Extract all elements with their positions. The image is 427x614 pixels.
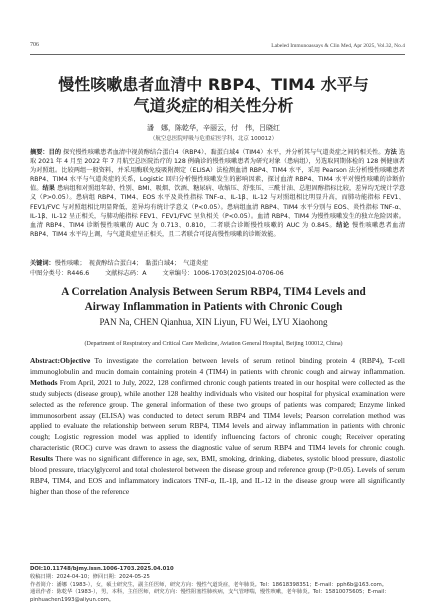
english-authors: PAN Na, CHEN Qianhua, XIN Liyun, FU Wei, LYU Xiaohong [99,317,328,327]
keywords-label: 关键词： [30,260,55,267]
objective-label-en: Objective [59,356,91,365]
methods-label: 方法 [384,149,397,156]
methods-text-en: From April, 2021 to July, 2022, 128 confirmed chronic cough patients treated in our hospital were collected as the study subjects (disease group), while another 128 healthy individuals who visited our hospital for physical examination were selected as the reference group. The general information of these two groups of patients was compared; Enzyme linked immunosorbent assay (ELISA) was conducted to detect serum RBP4 and TIM4 levels; Pearson correlation method was applied to evaluate the relationship between serum RBP4, TIM4 levels and airway inflammation in patients with chronic cough; Logistic regression model was applied to identify influencing factors of chronic cough; Receiver operating characteristic (ROC) curve was drawn to assess the diagnostic value of serum RBP4 and TIM4 levels for chronic cough. [30,377,405,453]
chinese-keywords [30,258,405,267]
methods-label-en: Methods [30,377,58,387]
results-label-en: Results [30,454,53,464]
results-text-en: There was no significant difference in age, sex, BMI, smoking, drinking, diabetes, systolic blood pressure, diastolic blood pressure, triacylglycerol and total cholesterol between the disease group and reference group (P>0.05). Levels of serum RBP4, TIM4, and EOS and inflammatory indicators TNF-α, IL-1β, and IL-12 in the disease group were all significantly higher than those of the reference [30,454,405,496]
english-title-line-2: Airway Inflammation in Patients with Chronic Cough [84,301,343,313]
page-number: 706 [30,42,39,48]
objective-text-en: To investigate the correlation between levels of serum retinol binding protein 4 (RBP4), T-cell immunoglobulin and mucin domain containing protein 4 (TIM4) in patients with chronic cough and airway inflammation. [30,356,405,376]
chinese-abstract [30,148,405,239]
chinese-title-line-1: 慢性咳嗽患者血清中 RBP4、TIM4 水平与 [58,75,369,94]
chinese-authors: 潘 娜，陈乾华，辛丽云，付 伟，吕晓红 [147,124,280,132]
keywords-text: 慢性咳嗽； 视黄醇结合蛋白4； 黏蛋白域4； 气道炎症 [54,260,209,267]
footnote-divider [30,563,150,564]
conclusion-text: 慢性咳嗽患者血清 RBP4、TIM4 水平均上调，与气道炎症呈正相关，且二者联合可提高慢性咳嗽的诊断效能。 [30,221,406,238]
chinese-title-line-2: 气道炎症的相关性分析 [133,96,294,115]
classification-line [30,268,405,277]
results-label: 结果 [42,185,55,193]
objective-text: 探究慢性咳嗽患者血清中视黄醇结合蛋白4（RBP4）、黏蛋白域4（TIM4）水平，并分析其与气道炎症之间的相关性。 [63,149,385,156]
english-title-line-1: A Correlation Analysis Between Serum RBP4, TIM4 Levels and [61,286,366,298]
abstract-label-en: Abstract: [30,356,60,365]
footnotes [30,566,405,605]
corresponding-author: 通讯作者：陈乾华（1983-），男，本科，主任医师，研究方向：慢性阻塞性肺疾病，支气管哮喘，慢性咳嗽，老年肺炎。Tel：15810075605；E-mail：pinhuachen1993@aliyun.com。 [30,589,390,604]
chinese-affiliation: （航空总医院呼吸与危重症医学科，北京 100012） [149,136,278,142]
journal-info: Labeled Immunoassays & Clin Med, Apr 2025, Vol.32, No.4 [271,43,405,49]
english-abstract [30,356,405,498]
conclusion-label: 结论 [336,221,350,229]
methods-text: 选取 2021 年 4 月至 2022 年 7 月航空总医院治疗的 128 例确诊的慢性咳嗽患者为研究对象（患病组），另选取同期体检的 128 例健康者为对照组。比较两组一般资料，并采用酶联免疫吸附测定（ELISA）法检测血清 RBP4、TIM4 水平，采用 Pearson 法分析慢性咳嗽患者 RBP4、TIM4 水平与气道炎症的关系，Logistic 回归分析慢性咳嗽发生的影响因素，探讨血清 RBP4、TIM4 水平对慢性咳嗽的诊断价值。 [30,149,406,193]
document-code: 文献标志码：A [105,270,147,277]
clc-number: 中图分类号：R446.6 [30,270,90,277]
objective-label: 目的 [48,149,62,156]
received-dates: 收稿日期：2024-04-10；修回日期：2024-05-25 [30,573,150,580]
article-number: 文章编号：1006-1703(2025)04-0706-06 [162,270,284,277]
english-affiliation: (Department of Respiratory and Critical Care Medicine, Aviation General Hospital, Beijing 100012, China) [84,341,343,347]
doi: DOI:10.11748/bjmy.issn.1006-1703.2025.04.010 [30,566,174,572]
author-bio: 作者简介：潘娜（1983-），女，硕士研究生，副主任医师，研究方向：慢性气道炎症，老年肺炎。Tel：18618398351；E-mail：pph6b@163.com。 [30,581,388,588]
running-header [30,40,405,55]
abstract-label: 摘要： [30,149,49,156]
results-text: 患病组和对照组年龄、性别、BMI、吸烟、饮酒、糖尿病、收缩压、舒张压、三酰甘油、总胆固醇指标比较，差异均无统计学意义（P>0.05）。患病组 RBP4、TIM4、EOS 水平及炎性指标 TNF-α、IL-1β、IL-12 与对照组相比明显升高，而肺功能指标 FEV1、FEV1/FVC 与对照组相比明显降低，差异均有统计学意义（P<0.05）。患病组血清 RBP4、TIM4 水平分别与 EOS、炎性指标 TNF-α、IL-1β、IL-12 呈正相关，与肺功能指标 FEV1、FEV1/FVC 呈负相关（P<0.05）。血清 RBP4、TIM4 为慢性咳嗽发生的独立危险因素。血清 RBP4、TIM4 诊断慢性咳嗽的 AUC 为 0.713、0.810，二者联合诊断慢性咳嗽的 AUC 为 0.845。 [30,185,406,229]
